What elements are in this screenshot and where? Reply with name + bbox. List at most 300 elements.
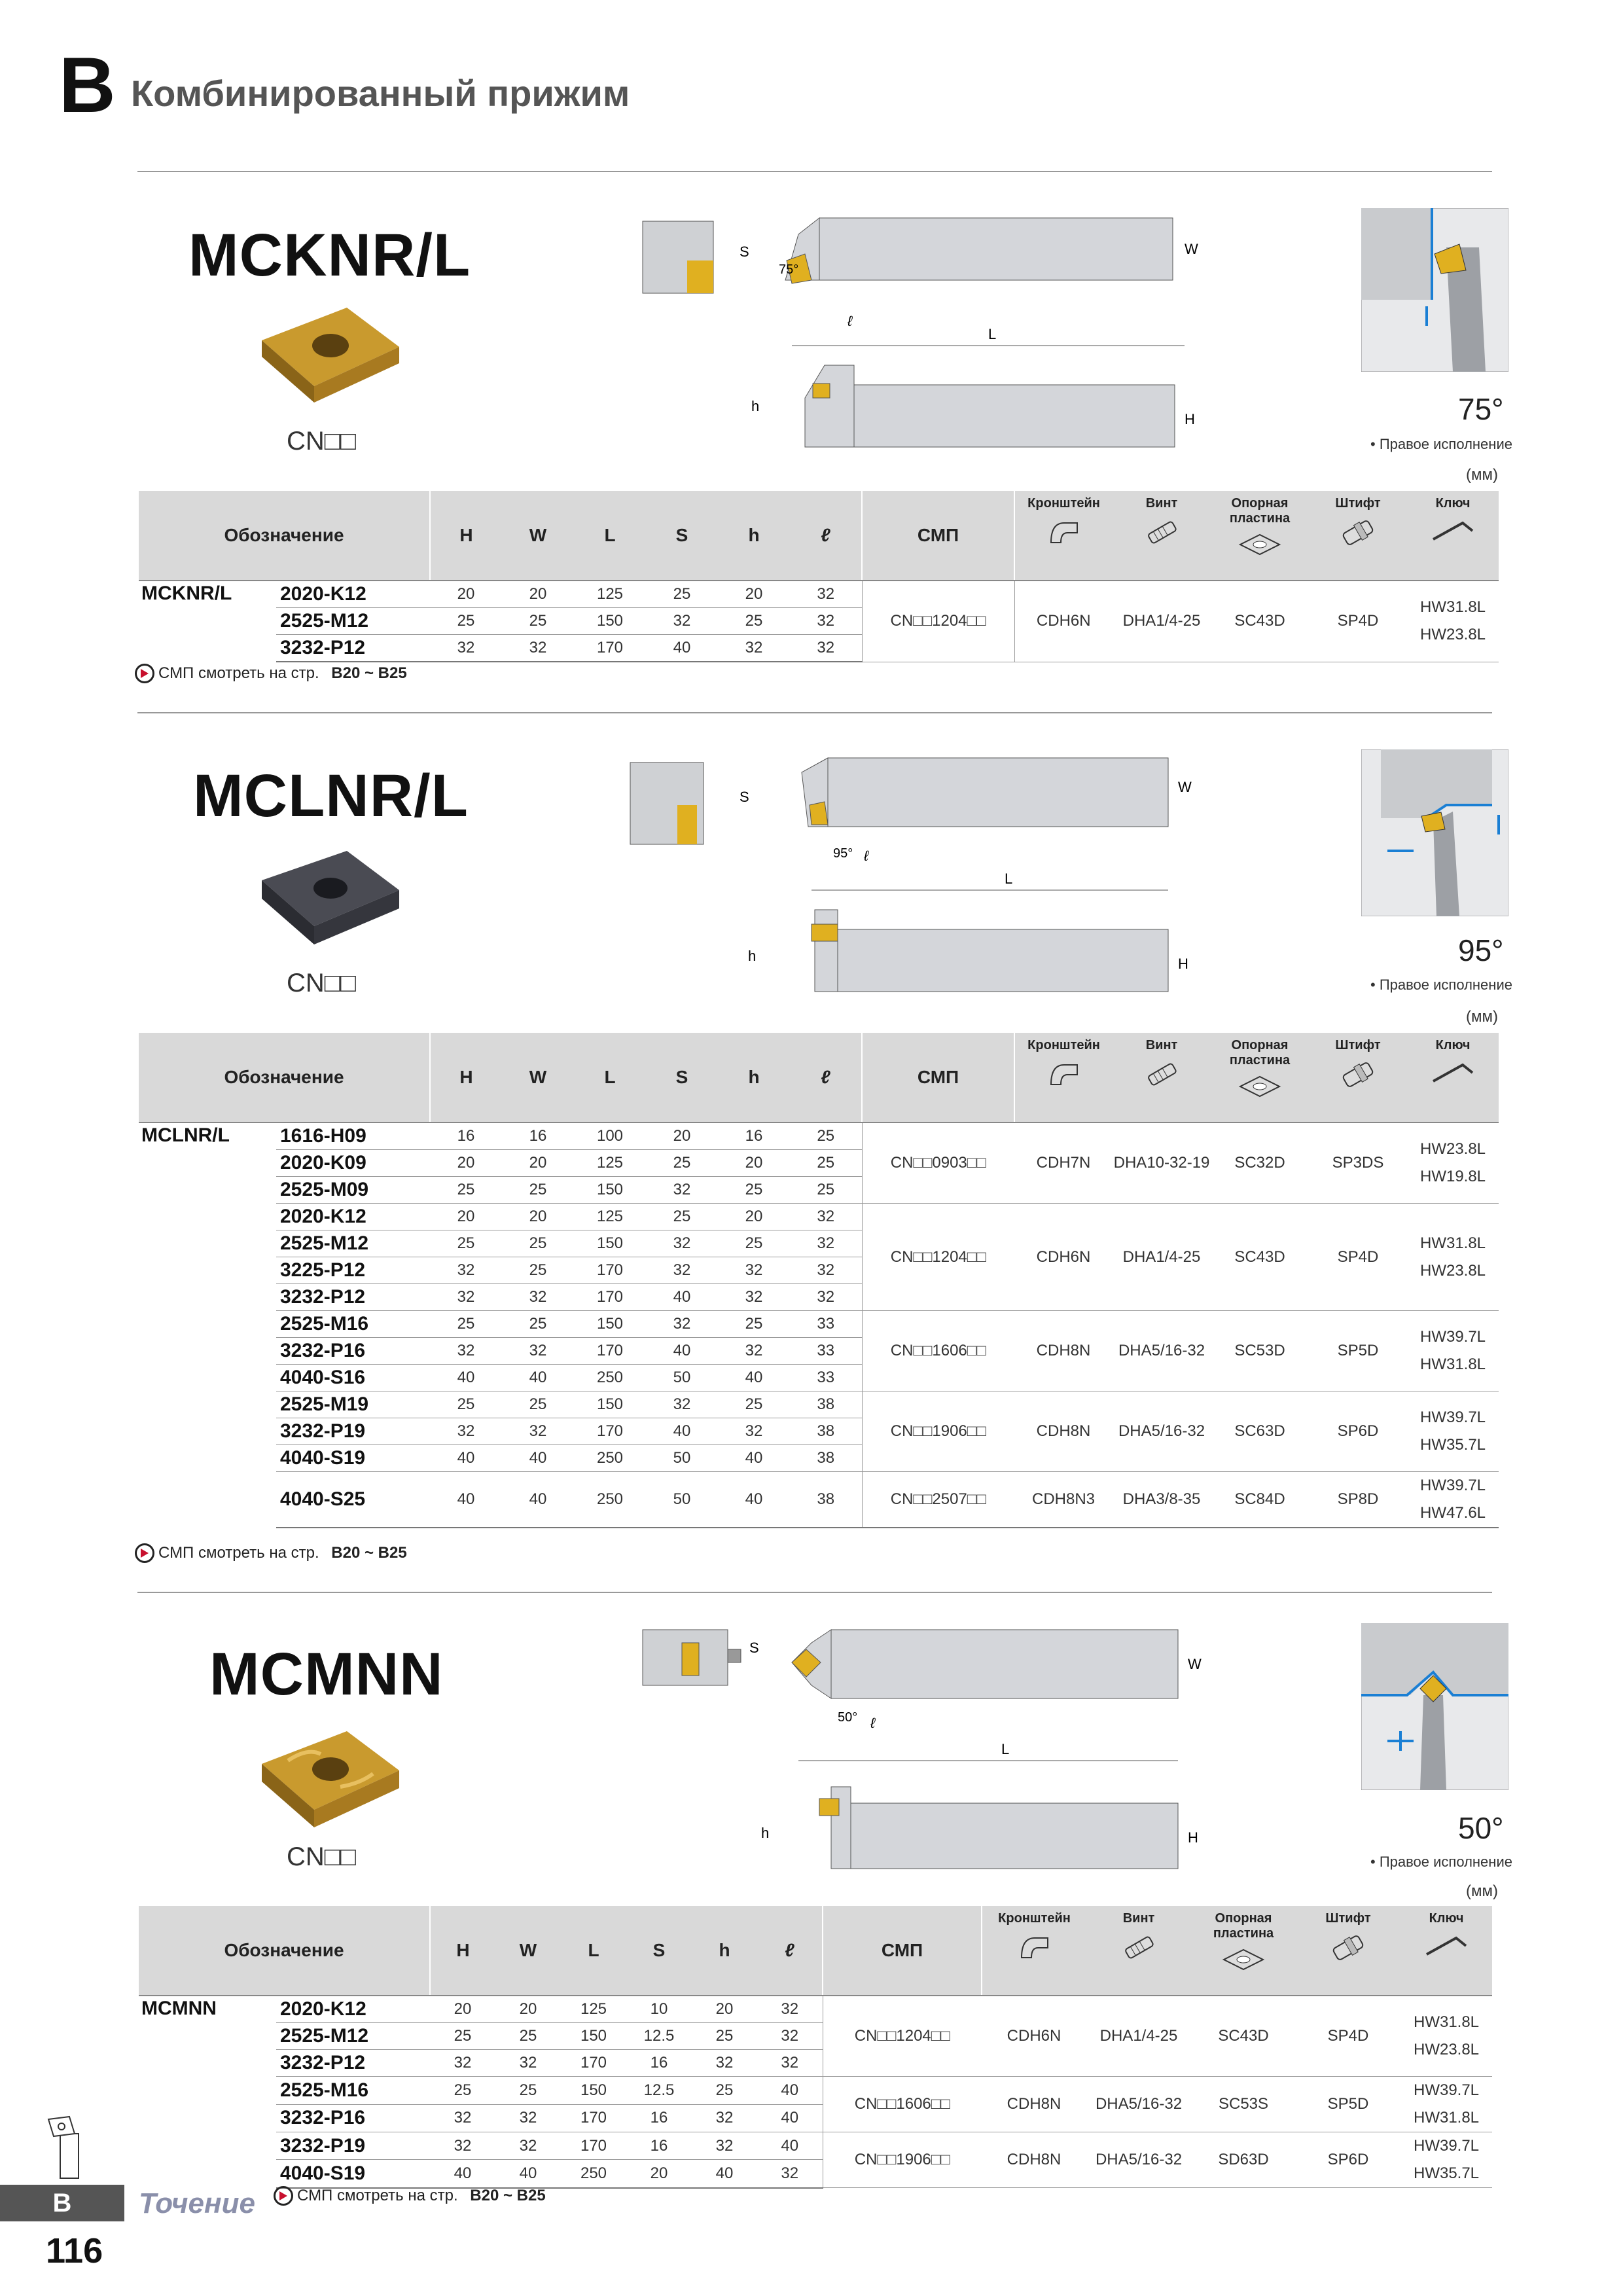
val-l: 32 [790, 608, 862, 635]
val-H: 32 [430, 1338, 502, 1365]
divider [137, 171, 1492, 172]
val-H: 25 [430, 1230, 502, 1257]
val-S: 25 [646, 1150, 718, 1177]
val-h: 32 [718, 1257, 790, 1284]
val-S: 16 [626, 2132, 692, 2160]
item-code: 3232-P16 [276, 1338, 430, 1365]
insert-code: CN□□1606□□ [823, 2077, 982, 2132]
svg-text:h: h [748, 948, 757, 964]
pin-code: SP3DS [1309, 1122, 1407, 1204]
val-l: 38 [790, 1391, 862, 1418]
val-h: 40 [692, 2160, 757, 2188]
hex-key-icon [1430, 1058, 1476, 1085]
holder-drawing [625, 753, 1240, 1001]
svg-text:W: W [1188, 1656, 1202, 1672]
pin-icon [1338, 1058, 1378, 1091]
val-S: 12.5 [626, 2077, 692, 2105]
col-designation: Обозначение [139, 1906, 430, 1996]
insert-code: CN□□1204□□ [862, 581, 1014, 662]
bracket-icon [1044, 516, 1084, 549]
spec-table [139, 1033, 1499, 1528]
model-title: MCLNR/L [193, 762, 469, 829]
val-S: 32 [646, 608, 718, 635]
item-code: 3232-P16 [276, 2104, 430, 2132]
key-codes: HW31.8L HW23.8L [1407, 581, 1499, 662]
reference-link[interactable]: B20 ~ B25 [470, 2187, 546, 2204]
spec-table [139, 491, 1499, 662]
col-bracket: Кронштейн [1014, 1033, 1113, 1122]
val-H: 25 [430, 1177, 502, 1204]
svg-text:L: L [1001, 1741, 1010, 1757]
val-H: 40 [430, 1472, 502, 1528]
item-code: 1616-H09 [276, 1122, 430, 1150]
key-code: HW23.8L [1413, 2041, 1480, 2058]
val-W: 20 [495, 1996, 561, 2023]
key-code: HW35.7L [1419, 1436, 1486, 1454]
val-W: 32 [495, 2050, 561, 2077]
val-S: 20 [626, 2160, 692, 2188]
bracket-code: CDH6N [982, 1996, 1086, 2077]
row-model: MCKNR/L [141, 583, 232, 604]
col-H: H [430, 1906, 495, 1996]
col-insert: СМП [823, 1906, 982, 1996]
item-code: 4040-S19 [276, 1445, 430, 1472]
svg-text:L: L [1005, 870, 1013, 887]
val-h: 25 [718, 1391, 790, 1418]
val-l: 25 [790, 1122, 862, 1150]
insert-label: CN□□ [287, 969, 357, 997]
val-S: 32 [646, 1257, 718, 1284]
val-W: 25 [502, 1177, 574, 1204]
lead-angle: 75° [1458, 392, 1504, 426]
insert-reference: СМП смотреть на стр. B20 ~ B25 [135, 664, 407, 683]
val-S: 20 [646, 1122, 718, 1150]
val-h: 25 [692, 2077, 757, 2105]
key-codes [1400, 2132, 1492, 2188]
col-W: W [495, 1906, 561, 1996]
hand-note: • Правое исполнение [1370, 977, 1512, 993]
units-label: (мм) [1466, 466, 1498, 484]
bracket-code: CDH8N [1014, 1311, 1113, 1391]
screw-code: DHA1/4-25 [1113, 1204, 1211, 1311]
col-L: L [574, 1033, 646, 1122]
section-name: Точение [139, 2187, 255, 2219]
item-code: 2525-M12 [276, 1230, 430, 1257]
val-W: 25 [502, 1391, 574, 1418]
screw-code: DHA5/16-32 [1086, 2077, 1191, 2132]
val-W: 40 [495, 2160, 561, 2188]
val-W: 20 [502, 1150, 574, 1177]
val-L: 170 [561, 2104, 626, 2132]
table-row [139, 2077, 1492, 2105]
val-H: 40 [430, 1445, 502, 1472]
val-l: 32 [790, 635, 862, 662]
seat-code: SC63D [1211, 1391, 1309, 1472]
svg-text:H: H [1188, 1829, 1198, 1846]
val-h: 20 [692, 1996, 757, 2023]
svg-text:ℓ: ℓ [864, 848, 869, 864]
val-h: 25 [718, 1311, 790, 1338]
val-L: 150 [574, 1311, 646, 1338]
val-W: 32 [502, 635, 574, 662]
pin-code: SP6D [1296, 2132, 1400, 2188]
lead-angle: 95° [1458, 933, 1504, 967]
bracket-code: CDH8N3 [1014, 1472, 1113, 1528]
key-code: HW39.7L [1419, 1328, 1486, 1346]
val-S: 25 [646, 1204, 718, 1230]
item-code: 2020-K12 [276, 1996, 430, 2023]
val-h: 25 [692, 2023, 757, 2050]
col-pin: Штифт [1309, 1033, 1407, 1122]
val-W: 32 [495, 2132, 561, 2160]
val-S: 32 [646, 1391, 718, 1418]
pin-code: SP4D [1296, 1996, 1400, 2077]
item-code: 2525-M19 [276, 1391, 430, 1418]
col-h: h [718, 491, 790, 581]
bracket-icon [1044, 1058, 1084, 1091]
col-insert: СМП [862, 1033, 1014, 1122]
reference-link[interactable]: B20 ~ B25 [331, 664, 407, 682]
val-l: 32 [790, 1204, 862, 1230]
col-key: Ключ [1407, 1033, 1499, 1122]
val-L: 170 [561, 2132, 626, 2160]
val-l: 32 [790, 581, 862, 608]
val-l: 32 [757, 1996, 823, 2023]
spec-table [139, 1906, 1492, 2189]
val-W: 25 [502, 1230, 574, 1257]
col-S: S [646, 491, 718, 581]
item-code: 3232-P19 [276, 2132, 430, 2160]
val-S: 16 [626, 2104, 692, 2132]
item-code: 4040-S19 [276, 2160, 430, 2188]
col-key: Ключ [1400, 1906, 1492, 1996]
item-code: 2525-M16 [276, 2077, 430, 2105]
val-L: 170 [574, 635, 646, 662]
key-codes [1400, 1996, 1492, 2077]
val-h: 20 [718, 1150, 790, 1177]
col-L: L [574, 491, 646, 581]
val-L: 150 [574, 1391, 646, 1418]
val-h: 20 [718, 1204, 790, 1230]
svg-text:H: H [1185, 411, 1195, 427]
item-code: 3232-P19 [276, 1418, 430, 1445]
val-l: 40 [757, 2132, 823, 2160]
page-number: 116 [46, 2231, 103, 2270]
col-L: L [561, 1906, 626, 1996]
col-seat: Опорная пластина [1211, 491, 1309, 581]
screw-code: DHA5/16-32 [1113, 1311, 1211, 1391]
col-insert: СМП [862, 491, 1014, 581]
val-h: 25 [718, 1230, 790, 1257]
val-L: 170 [574, 1284, 646, 1311]
model-title: MCKNR/L [188, 222, 471, 289]
key-code: HW39.7L [1419, 1477, 1486, 1494]
val-S: 40 [646, 1418, 718, 1445]
angle-mark: 75° [779, 262, 799, 277]
seat-icon [1237, 1073, 1283, 1100]
screw-code: DHA3/8-35 [1113, 1472, 1211, 1528]
reference-arrow-icon [274, 2186, 293, 2206]
val-h: 32 [692, 2132, 757, 2160]
screw-icon [1142, 1058, 1181, 1091]
svg-text:W: W [1185, 241, 1198, 257]
screw-code: DHA1/4-25 [1086, 1996, 1191, 2077]
val-L: 170 [574, 1418, 646, 1445]
val-H: 32 [430, 635, 502, 662]
col-screw: Винт [1086, 1906, 1191, 1996]
item-code: 2020-K12 [276, 1204, 430, 1230]
item-code: 2525-M12 [276, 2023, 430, 2050]
key-codes [1407, 1204, 1499, 1311]
val-L: 250 [561, 2160, 626, 2188]
val-l: 32 [790, 1257, 862, 1284]
val-S: 32 [646, 1230, 718, 1257]
val-H: 32 [430, 2104, 495, 2132]
screw-icon [1142, 516, 1181, 549]
val-H: 40 [430, 1365, 502, 1391]
val-H: 25 [430, 1311, 502, 1338]
val-h: 16 [718, 1122, 790, 1150]
val-H: 20 [430, 581, 502, 608]
insert-code: CN□□1204□□ [862, 1204, 1014, 1311]
bracket-code: CDH6N [1014, 1204, 1113, 1311]
val-W: 32 [502, 1418, 574, 1445]
key-code: HW47.6L [1419, 1504, 1486, 1522]
reference-arrow-icon [135, 664, 154, 683]
model-title: MCMNN [209, 1641, 444, 1708]
val-L: 250 [574, 1472, 646, 1528]
key-code: HW39.7L [1419, 1408, 1486, 1426]
col-pin: Штифт [1309, 491, 1407, 581]
val-l: 32 [790, 1230, 862, 1257]
item-code: 3232-P12 [276, 635, 430, 662]
svg-text:S: S [749, 1640, 759, 1656]
angle-mark: 50° [838, 1710, 858, 1725]
val-H: 25 [430, 608, 502, 635]
val-L: 125 [574, 1204, 646, 1230]
item-code: 2525-M09 [276, 1177, 430, 1204]
pin-code: SP5D [1296, 2077, 1400, 2132]
col-pin: Штифт [1296, 1906, 1400, 1996]
bracket-code: CDH8N [982, 2077, 1086, 2132]
val-h: 32 [718, 1418, 790, 1445]
insert-code: CN□□2507□□ [862, 1472, 1014, 1528]
val-l: 25 [790, 1150, 862, 1177]
item-code: 2020-K12 [276, 581, 430, 608]
val-S: 40 [646, 1284, 718, 1311]
table-row [139, 1472, 1499, 1528]
val-W: 40 [502, 1365, 574, 1391]
insert-code: CN□□1906□□ [862, 1391, 1014, 1472]
val-L: 150 [574, 1230, 646, 1257]
val-L: 150 [574, 1177, 646, 1204]
val-l: 38 [790, 1445, 862, 1472]
svg-text:S: S [740, 243, 749, 260]
reference-arrow-icon [135, 1543, 154, 1563]
val-L: 125 [574, 1150, 646, 1177]
key-code: HW31.8L [1413, 2013, 1480, 2031]
val-W: 32 [495, 2104, 561, 2132]
pin-code: SP6D [1309, 1391, 1407, 1472]
screw-code: DHA10-32-19 [1113, 1122, 1211, 1204]
val-W: 25 [495, 2077, 561, 2105]
val-H: 32 [430, 2050, 495, 2077]
units-label: (мм) [1466, 1008, 1498, 1026]
table-row [139, 2132, 1492, 2160]
key-codes [1407, 1472, 1499, 1528]
item-code: 3232-P12 [276, 1284, 430, 1311]
val-S: 10 [626, 1996, 692, 2023]
key-code: HW23.8L [1419, 1140, 1486, 1158]
col-S: S [646, 1033, 718, 1122]
table-row [139, 1996, 1492, 2023]
val-H: 32 [430, 1257, 502, 1284]
val-W: 32 [502, 1284, 574, 1311]
val-l: 32 [757, 2050, 823, 2077]
svg-text:H: H [1178, 956, 1188, 972]
col-S: S [626, 1906, 692, 1996]
val-W: 40 [502, 1472, 574, 1528]
col-seat: Опорная пластина [1211, 1033, 1309, 1122]
holder-drawing [635, 208, 1237, 457]
val-h: 32 [692, 2050, 757, 2077]
val-H: 32 [430, 2132, 495, 2160]
val-L: 250 [574, 1365, 646, 1391]
seat-icon [1237, 531, 1283, 558]
pin-code: SP5D [1309, 1311, 1407, 1391]
col-screw: Винт [1113, 1033, 1211, 1122]
val-l: 32 [757, 2023, 823, 2050]
val-W: 25 [502, 608, 574, 635]
val-L: 125 [561, 1996, 626, 2023]
val-H: 40 [430, 2160, 495, 2188]
seat-code: SC43D [1191, 1996, 1296, 2077]
row-model: MCMNN [141, 1998, 217, 2019]
item-code: 4040-S16 [276, 1365, 430, 1391]
insert-label: CN□□ [287, 427, 357, 456]
val-S: 50 [646, 1472, 718, 1528]
table-row [139, 1122, 1499, 1150]
section-letter: B [59, 41, 116, 129]
val-S: 32 [646, 1177, 718, 1204]
val-W: 25 [502, 1257, 574, 1284]
val-l: 38 [790, 1418, 862, 1445]
val-h: 25 [718, 608, 790, 635]
svg-text:S: S [740, 789, 749, 805]
hand-note: • Правое исполнение [1370, 436, 1512, 452]
col-h: h [718, 1033, 790, 1122]
divider [137, 1592, 1492, 1593]
val-L: 100 [574, 1122, 646, 1150]
val-l: 40 [757, 2077, 823, 2105]
screw-icon [1119, 1931, 1158, 1964]
insert-image-gold [249, 1721, 412, 1839]
val-L: 170 [574, 1338, 646, 1365]
pin-icon [1329, 1931, 1368, 1964]
item-code: 3225-P12 [276, 1257, 430, 1284]
insert-label: CN□□ [287, 1842, 357, 1871]
svg-text:W: W [1178, 779, 1192, 795]
item-code: 4040-S25 [276, 1472, 430, 1528]
screw-code: DHA5/16-32 [1113, 1391, 1211, 1472]
divider [137, 712, 1492, 713]
val-l: 33 [790, 1311, 862, 1338]
hex-key-icon [1430, 516, 1476, 543]
val-H: 20 [430, 1204, 502, 1230]
val-W: 16 [502, 1122, 574, 1150]
section-tab[interactable]: B [0, 2185, 124, 2221]
val-h: 32 [692, 2104, 757, 2132]
val-l: 38 [790, 1472, 862, 1528]
col-l: ℓ [790, 491, 862, 581]
bracket-code: CDH8N [982, 2132, 1086, 2188]
val-h: 25 [718, 1177, 790, 1204]
col-W: W [502, 491, 574, 581]
val-h: 32 [718, 635, 790, 662]
val-L: 170 [561, 2050, 626, 2077]
val-H: 25 [430, 2023, 495, 2050]
cutting-diagram [1361, 208, 1508, 372]
col-seat: Опорная пластина [1191, 1906, 1296, 1996]
col-bracket: Кронштейн [1014, 491, 1113, 581]
val-l: 32 [790, 1284, 862, 1311]
val-W: 20 [502, 1204, 574, 1230]
key-code: HW31.8L [1419, 1234, 1486, 1252]
val-L: 150 [561, 2023, 626, 2050]
svg-text:L: L [988, 326, 997, 342]
angle-mark: 95° [833, 846, 853, 861]
val-h: 20 [718, 581, 790, 608]
seat-code: SC53D [1211, 1311, 1309, 1391]
insert-code: CN□□1606□□ [862, 1311, 1014, 1391]
val-l: 32 [757, 2160, 823, 2188]
val-h: 32 [718, 1284, 790, 1311]
item-code: 2525-M12 [276, 608, 430, 635]
val-S: 40 [646, 1338, 718, 1365]
units-label: (мм) [1466, 1882, 1498, 1900]
key-code: HW19.8L [1419, 1168, 1486, 1185]
insert-reference: СМП смотреть на стр. B20 ~ B25 [274, 2186, 546, 2206]
insert-code: CN□□1204□□ [823, 1996, 982, 2077]
val-W: 25 [495, 2023, 561, 2050]
val-S: 50 [646, 1365, 718, 1391]
val-W: 20 [502, 581, 574, 608]
col-bracket: Кронштейн [982, 1906, 1086, 1996]
val-W: 25 [502, 1311, 574, 1338]
cutting-diagram [1361, 749, 1508, 916]
pin-icon [1338, 516, 1378, 549]
val-S: 12.5 [626, 2023, 692, 2050]
svg-text:ℓ: ℓ [870, 1715, 876, 1731]
row-model: MCLNR/L [141, 1124, 230, 1146]
reference-link[interactable]: B20 ~ B25 [331, 1544, 407, 1562]
lead-angle: 50° [1458, 1811, 1504, 1845]
val-H: 32 [430, 1284, 502, 1311]
seat-icon [1221, 1946, 1266, 1973]
key-codes [1407, 1311, 1499, 1391]
screw-code: DHA5/16-32 [1086, 2132, 1191, 2188]
val-W: 40 [502, 1445, 574, 1472]
screw-code: DHA1/4-25 [1113, 581, 1211, 662]
val-H: 32 [430, 1418, 502, 1445]
val-l: 33 [790, 1365, 862, 1391]
val-l: 40 [757, 2104, 823, 2132]
item-code: 2525-M16 [276, 1311, 430, 1338]
val-h: 32 [718, 1338, 790, 1365]
val-H: 20 [430, 1996, 495, 2023]
col-l: ℓ [790, 1033, 862, 1122]
val-h: 40 [718, 1365, 790, 1391]
